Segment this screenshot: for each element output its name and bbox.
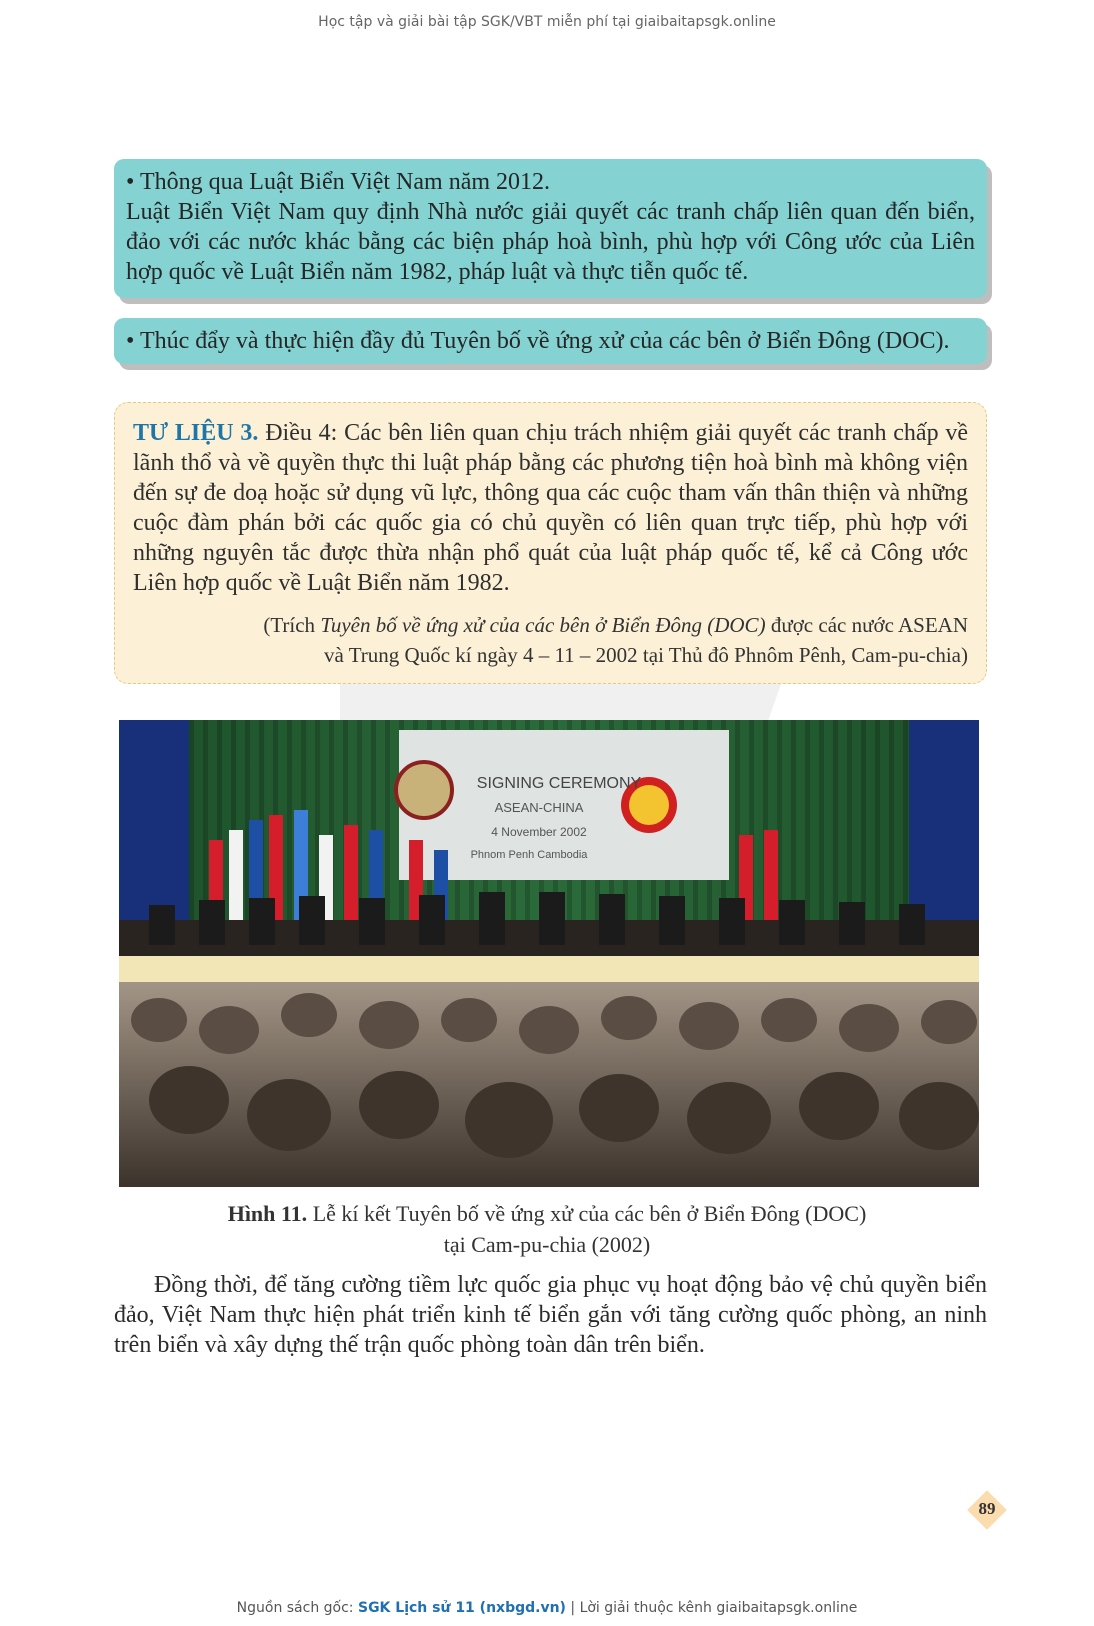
document-source (133, 610, 968, 670)
body-paragraph: Đồng thời, để tăng cường tiềm lực quốc gia phục vụ hoạt động bảo vệ chủ quyền biển đảo, Việt Nam thực hiện phát triển kinh tế biển gắn với tăng cường quốc phòng, an ninh trên biển và xây dựng thế trận quốc phòng toàn dân trên biển. (114, 1272, 987, 1358)
banner-line4: Phnom Penh Cambodia (470, 849, 588, 861)
document-body (133, 418, 968, 598)
banner-line2: ASEAN-CHINA (494, 800, 584, 815)
source-pre: (Trích (263, 613, 321, 637)
caption-line2: tại Cam-pu-chia (2002) (443, 1232, 651, 1257)
banner-line3: 4 November 2002 (491, 825, 587, 839)
page-number-badge (967, 1490, 1007, 1530)
source-title: Tuyên bố về ứng xử của các bên ở Biển Đông (DOC) (320, 613, 766, 637)
caption-text: Lễ kí kết Tuyên bố về ứng xử của các bên ở Biển Đông (DOC) (307, 1201, 867, 1226)
box2-bullet: • Thúc đẩy và thực hiện đầy đủ Tuyên bố về ứng xử của các bên ở Biển Đông (DOC). (126, 328, 950, 354)
footer-source-link[interactable]: SGK Lịch sử 11 (nxbgd.vn) (357, 1600, 566, 1616)
document-label: TƯ LIỆU 3. (133, 420, 259, 446)
source-post: được các nước ASEAN (765, 613, 968, 637)
document-text: Điều 4: Các bên liên quan chịu trách nhiệm giải quyết các tranh chấp về lãnh thổ và về quyền thực thi luật pháp bằng các phương tiện hoà bình mà không viện đến sự đe doạ hoặc sử dụng vũ lực, thông qua các cuộc tham vấn thân thiện và những cuộc đàm phán bởi các quốc gia có chủ quyền có liên quan trực tiếp, phù hợp với những nguyên tắc được thừa nhận phổ quát của luật pháp quốc tế, kể cả Công ước Liên hợp quốc về Luật Biển năm 1982. (133, 420, 969, 596)
signing-ceremony-photo (119, 720, 979, 1187)
photo-illustration (119, 720, 979, 1187)
banner-line1: SIGNING CEREMONY (476, 775, 642, 792)
caption-label: Hình 11. (227, 1201, 308, 1226)
footer-suffix: | Lời giải thuộc kênh giaibaitapsgk.online (565, 1600, 858, 1616)
box1-bullet: • Thông qua Luật Biển Việt Nam năm 2012. (126, 169, 551, 195)
box1-text: Luật Biển Việt Nam quy định Nhà nước giải quyết các tranh chấp liên quan đến biển, đảo với các nước khác bằng các biện pháp hoà bình, phù hợp với Công ước của Liên hợp quốc về Luật Biển năm 1982, pháp luật và thực tiễn quốc tế. (126, 199, 975, 285)
page-header: Học tập và giải bài tập SGK/VBT miễn phí tại giaibaitapsgk.online (318, 14, 776, 30)
doc-bullet-box (114, 318, 987, 364)
page-number: 89 (978, 1499, 996, 1518)
document-excerpt (114, 402, 987, 684)
page-footer (0, 1600, 1094, 1616)
figure-caption (0, 1198, 1094, 1260)
source-line2: và Trung Quốc kí ngày 4 – 11 – 2002 tại Thủ đô Phnôm Pênh, Cam-pu-chia) (324, 643, 968, 667)
footer-prefix: Nguồn sách gốc: (236, 1600, 358, 1616)
law-of-sea-box (114, 159, 987, 298)
caption-line1 (0, 1198, 1094, 1229)
